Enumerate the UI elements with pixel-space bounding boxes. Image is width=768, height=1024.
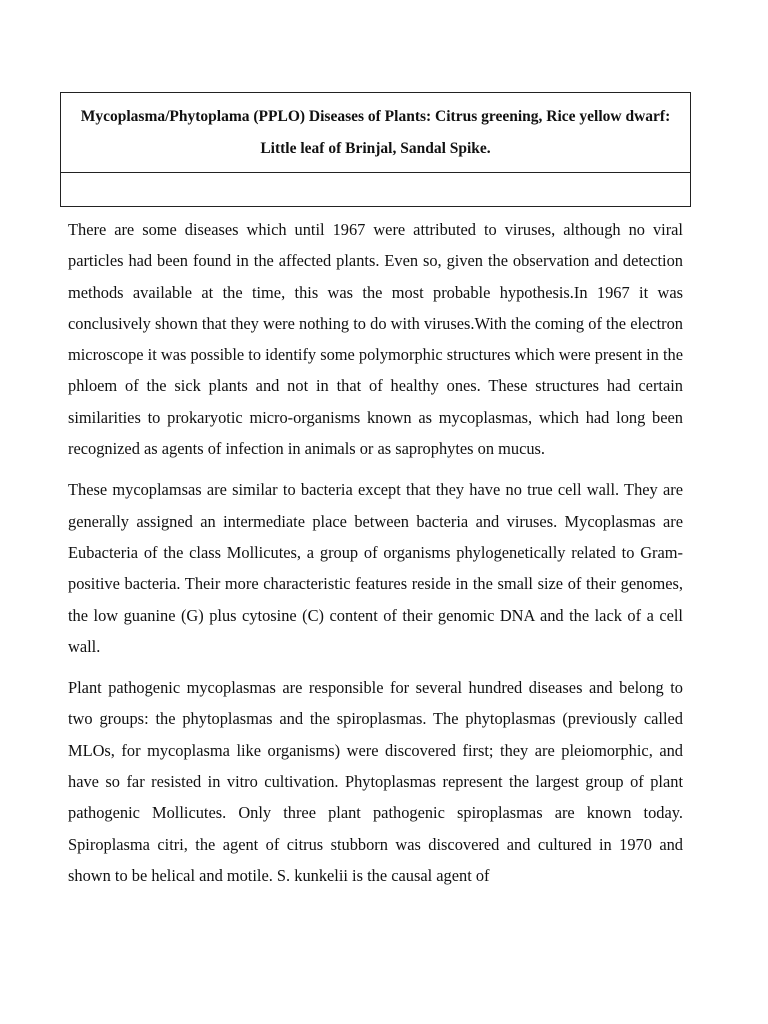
- body-text: [68, 214, 683, 901]
- title-table: [60, 92, 691, 207]
- empty-table-cell: [61, 173, 690, 206]
- paragraph-2: These mycoplamsas are similar to bacteria except that they have no true cell wall. They are generally assigned an intermediate place between bacteria and viruses. Mycoplasmas are Eubacteria of the class Mollicutes, a group of organisms phylogenetically related to Gram-positive bacteria. Their more characteristic features reside in the small size of their genomes, the low guanine (G) plus cytosine (C) content of their genomic DNA and the lack of a cell wall.: [68, 480, 683, 656]
- paragraph-3: Plant pathogenic mycoplasmas are responsible for several hundred diseases and belong to two groups: the phytoplasmas and the spiroplasmas. The phytoplasmas (previously called MLOs, for mycoplasma like organisms) were discovered first; they are pleiomorphic, and have so far resisted in vitro cultivation. Phytoplasmas represent the largest group of plant pathogenic Mollicutes. Only three plant pathogenic spiroplasmas are known today. Spiroplasma citri, the agent of citrus stubborn was discovered and cultured in 1970 and shown to be helical and motile. S. kunkelii is the causal agent of: [68, 678, 683, 885]
- paragraph-1: There are some diseases which until 1967 were attributed to viruses, although no viral particles had been found in the affected plants. Even so, given the observation and detection methods available at the time, this was the most probable hypothesis.In 1967 it was conclusively shown that they were nothing to do with viruses.With the coming of the electron microscope it was possible to identify some polymorphic structures which were present in the phloem of the sick plants and not in that of healthy ones. These structures had certain similarities to prokaryotic micro-organisms known as mycoplasmas, which had long been recognized as agents of infection in animals or as saprophytes on mucus.: [68, 220, 683, 459]
- document-title: Mycoplasma/Phytoplama (PPLO) Diseases of Plants: Citrus greening, Rice yellow dwarf: Little leaf of Brinjal, Sandal Spike.: [80, 107, 671, 157]
- title-cell: [61, 93, 690, 173]
